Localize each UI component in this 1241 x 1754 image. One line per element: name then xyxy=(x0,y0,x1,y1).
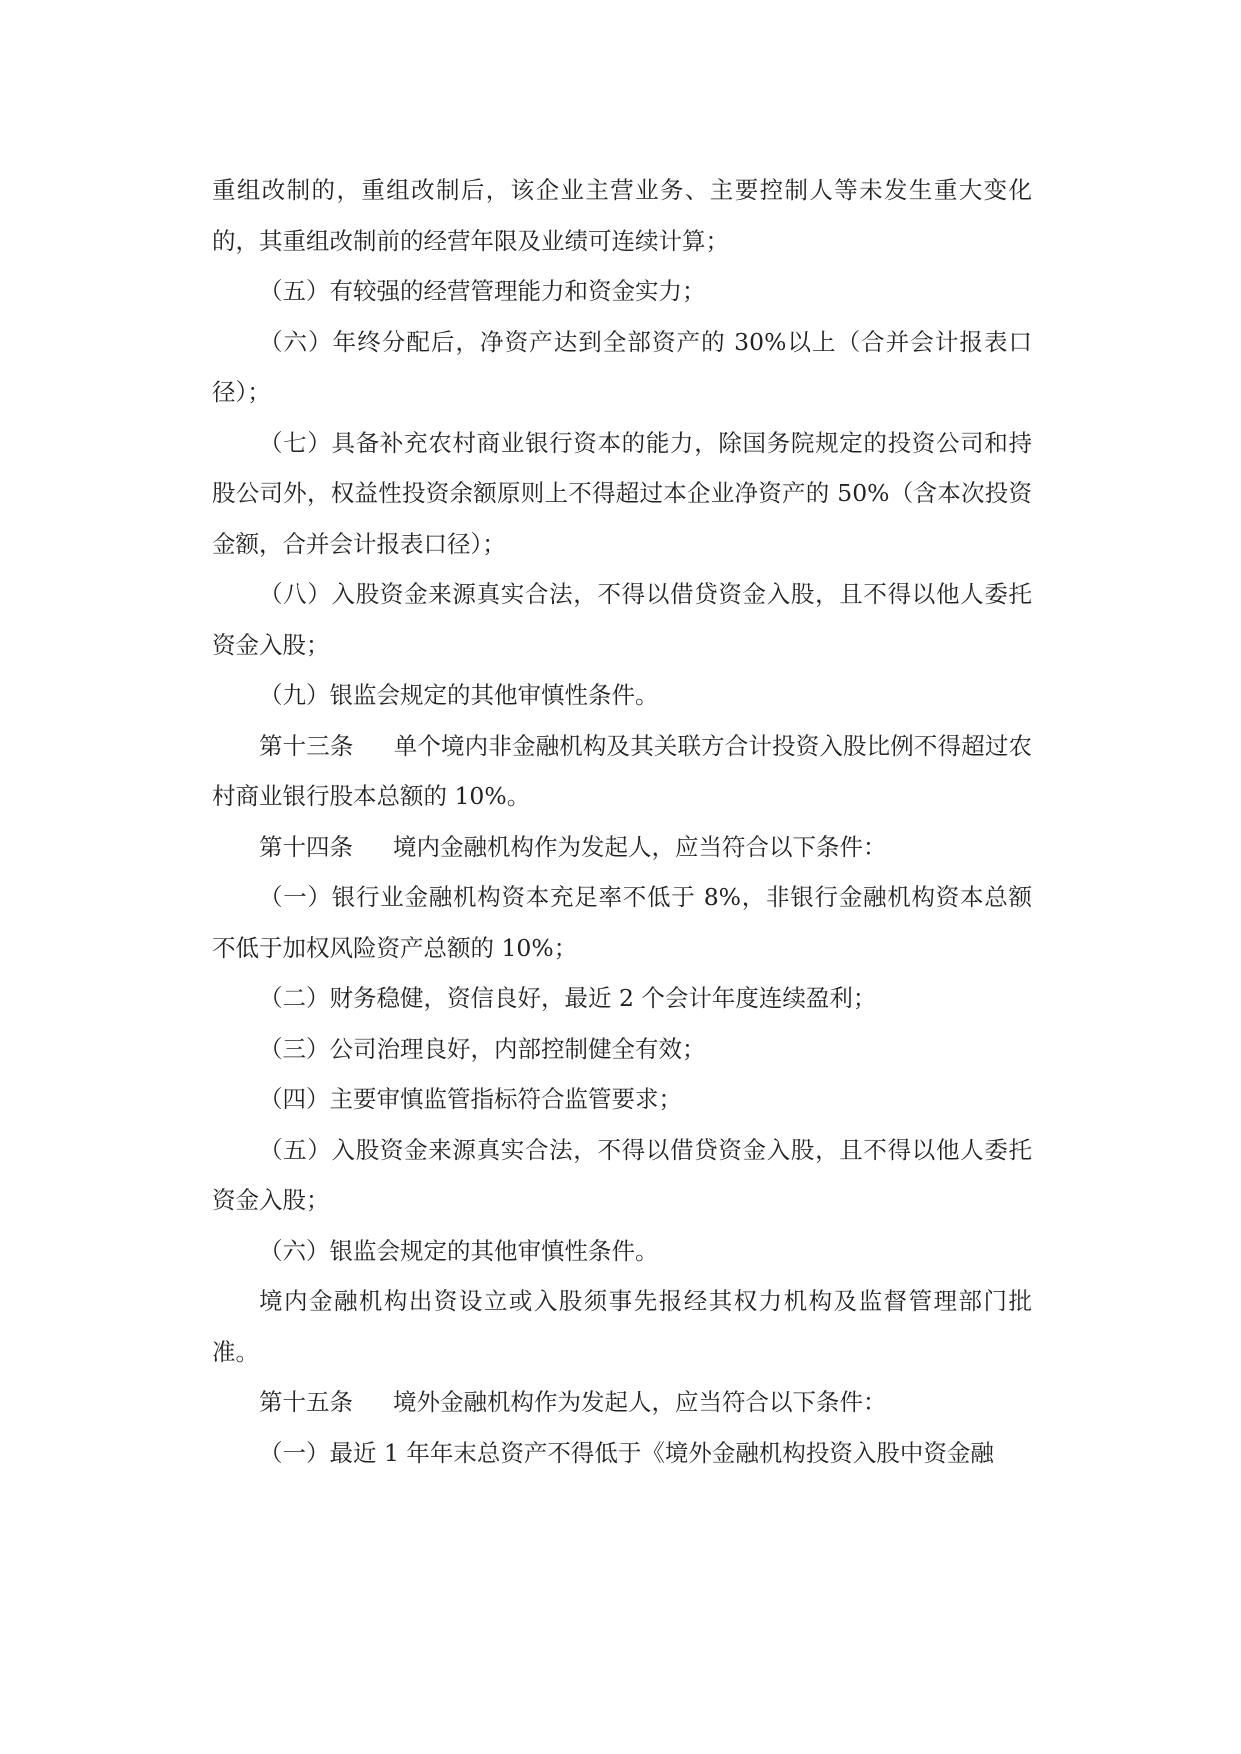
paragraph-continuation: 重组改制的，重组改制后，该企业主营业务、主要控制人等未发生重大变化的，其重组改制前的经营年限及业绩可连续计算； xyxy=(212,176,1032,255)
article-14 xyxy=(212,822,1032,873)
paragraph-item-8: （八）入股资金来源真实合法，不得以借贷资金入股，且不得以他人委托资金入股； xyxy=(212,580,1032,659)
article-text: 单个境内非金融机构及其关联方合计投资入股比例不得超过农村商业银行股本总额的 10%。 xyxy=(212,731,1033,810)
body-text xyxy=(212,165,1032,1478)
paragraph-item-9: （九）银监会规定的其他审慎性条件。 xyxy=(259,681,659,709)
article-heading: 第十五条 xyxy=(259,1388,353,1416)
article-heading: 第十四条 xyxy=(259,832,353,861)
paragraph-item-4: （四）主要审慎监管指标符合监管要求； xyxy=(259,1085,682,1113)
paragraph-item-1b: （一）最近 1 年年末总资产不得低于《境外金融机构投资入股中资金融 xyxy=(259,1438,994,1467)
article-text: 境内金融机构作为发起人，应当符合以下条件： xyxy=(393,832,887,861)
paragraph-item-1: （一）银行业金融机构资本充足率不低于 8%，非银行金融机构资本总额不低于加权风险资产总额的 10%； xyxy=(212,883,1032,962)
paragraph-item-5: （五）有较强的经营管理能力和资金实力； xyxy=(259,277,706,305)
paragraph-item-3: （三）公司治理良好，内部控制健全有效； xyxy=(259,1034,706,1063)
paragraph-approval: 境内金融机构出资设立或入股须事先报经其权力机构及监督管理部门批准。 xyxy=(212,1287,1032,1366)
article-15 xyxy=(212,1377,1032,1428)
paragraph-item-2: （二）财务稳健，资信良好，最近 2 个会计年度连续盈利； xyxy=(259,984,877,1012)
article-13 xyxy=(212,721,1032,822)
paragraph-item-6b: （六）银监会规定的其他审慎性条件。 xyxy=(259,1236,659,1265)
paragraph-item-7: （七）具备补充农村商业银行资本的能力，除国务院规定的投资公司和持股公司外，权益性投资余额原则上不得超过本企业净资产的 50%（含本次投资金额，合并会计报表口径）； xyxy=(212,428,1032,558)
paragraph-item-5b: （五）入股资金来源真实合法，不得以借贷资金入股，且不得以他人委托资金入股； xyxy=(212,1135,1032,1214)
paragraph-item-6: （六）年终分配后，净资产达到全部资产的 30%以上（合并会计报表口径）； xyxy=(212,327,1032,406)
article-text: 境外金融机构作为发起人，应当符合以下条件： xyxy=(393,1388,887,1416)
article-heading: 第十三条 xyxy=(259,731,354,760)
